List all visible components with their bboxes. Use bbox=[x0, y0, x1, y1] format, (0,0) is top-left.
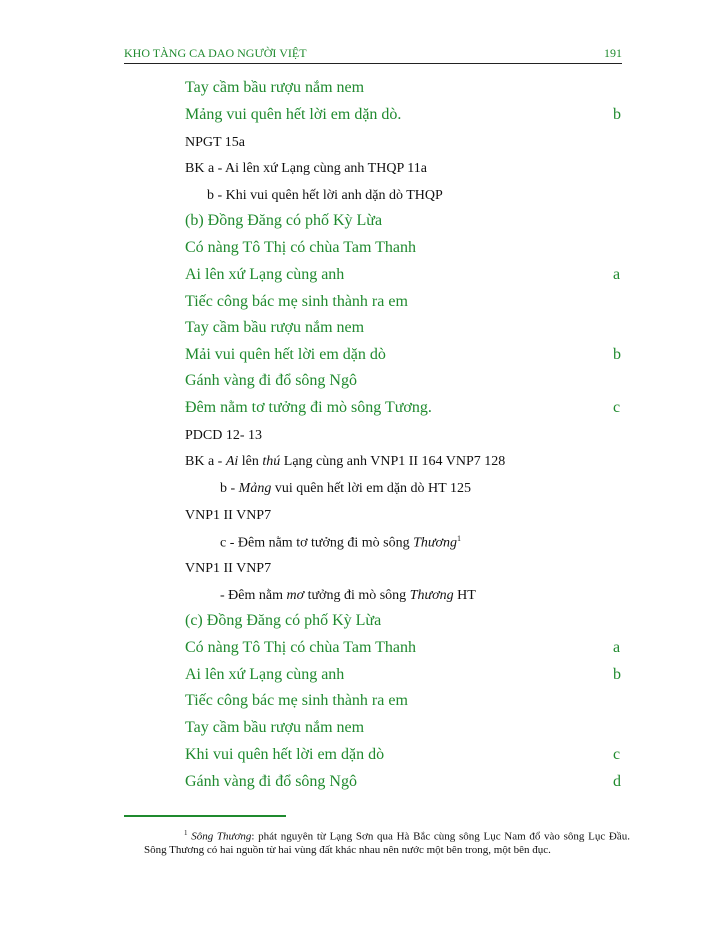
verse-line: Tiếc công bác mẹ sinh thành ra em bbox=[185, 692, 408, 709]
verse-line: Mảng vui quên hết lời em dặn dò. bbox=[185, 106, 402, 123]
footnote-number: 1 bbox=[184, 829, 188, 837]
source-note: VNP1 II VNP7 bbox=[185, 561, 272, 576]
verse-mark: b bbox=[613, 666, 621, 683]
verse-mark: a bbox=[613, 266, 621, 283]
footnote-term: Sông Thương bbox=[191, 830, 252, 843]
footnote-separator bbox=[124, 815, 286, 817]
verse-mark: c bbox=[613, 399, 621, 416]
footnote-text: : phát nguyên từ Lạng Sơn qua Hà Bắc cùng sông Lục Nam đổ vào sông Lục Đầu. Sông Thương có hai nguồn từ hai vùng đất khác nhau nên nước một bên trong, một bên đục. bbox=[144, 830, 630, 856]
variant-note: b - Mảng vui quên hết lời em dặn dò HT 125 bbox=[220, 481, 471, 496]
verse-line: Có nàng Tô Thị có chùa Tam Thanh bbox=[185, 239, 416, 256]
verse-line: Ai lên xứ Lạng cùng anh bbox=[185, 666, 345, 683]
variant-note: BK a - Ai lên xứ Lạng cùng anh THQP 11a bbox=[185, 161, 427, 176]
verse-line: Ai lên xứ Lạng cùng anh bbox=[185, 266, 345, 283]
source-note: NPGT 15a bbox=[185, 135, 246, 150]
footnote-ref[interactable]: 1 bbox=[457, 534, 462, 543]
verse-line: Mải vui quên hết lời em dặn dò bbox=[185, 346, 386, 363]
verse-line: Có nàng Tô Thị có chùa Tam Thanh bbox=[185, 639, 416, 656]
variant-note: b - Khi vui quên hết lời anh dặn dò THQP bbox=[207, 188, 443, 203]
verse-mark: a bbox=[613, 639, 621, 656]
verse-line: Tay cầm bầu rượu nắm nem bbox=[185, 79, 365, 96]
variant-note: BK a - Ai lên thú Lạng cùng anh VNP1 II 164 VNP7 128 bbox=[185, 454, 506, 469]
running-title: KHO TÀNG CA DAO NGƯỜI VIỆT bbox=[124, 46, 307, 60]
verse-line: Đêm nằm tơ tưởng đi mò sông Tương. bbox=[185, 399, 432, 416]
footnote bbox=[144, 827, 630, 857]
verse-mark: c bbox=[613, 746, 621, 763]
verse-mark: b bbox=[613, 106, 621, 123]
verse-line: Tay cầm bầu rượu nắm nem bbox=[185, 719, 365, 736]
section-heading-c: (c) Đồng Đăng có phố Kỳ Lừa bbox=[185, 612, 382, 629]
verse-mark: d bbox=[613, 773, 621, 790]
verse-line: Tay cầm bầu rượu nắm nem bbox=[185, 319, 365, 336]
verse-mark: b bbox=[613, 346, 621, 363]
variant-note: c - Đêm nằm tơ tưởng đi mò sông Thương$^1$ bbox=[220, 534, 462, 551]
variant-note: - Đêm nằm mơ tưởng đi mò sông Thương HT bbox=[220, 588, 476, 603]
verse-line: Gánh vàng đi đổ sông Ngô bbox=[185, 773, 357, 790]
page-number: 191 bbox=[604, 46, 622, 60]
source-note: VNP1 II VNP7 bbox=[185, 508, 272, 523]
section-heading-b: (b) Đồng Đăng có phố Kỳ Lừa bbox=[185, 212, 383, 229]
source-note: PDCD 12- 13 bbox=[185, 428, 263, 443]
verse-line: Khi vui quên hết lời em dặn dò bbox=[185, 746, 385, 763]
page-header bbox=[124, 44, 622, 64]
verse-line: Tiếc công bác mẹ sinh thành ra em bbox=[185, 293, 408, 310]
verse-line: Gánh vàng đi đổ sông Ngô bbox=[185, 372, 357, 389]
